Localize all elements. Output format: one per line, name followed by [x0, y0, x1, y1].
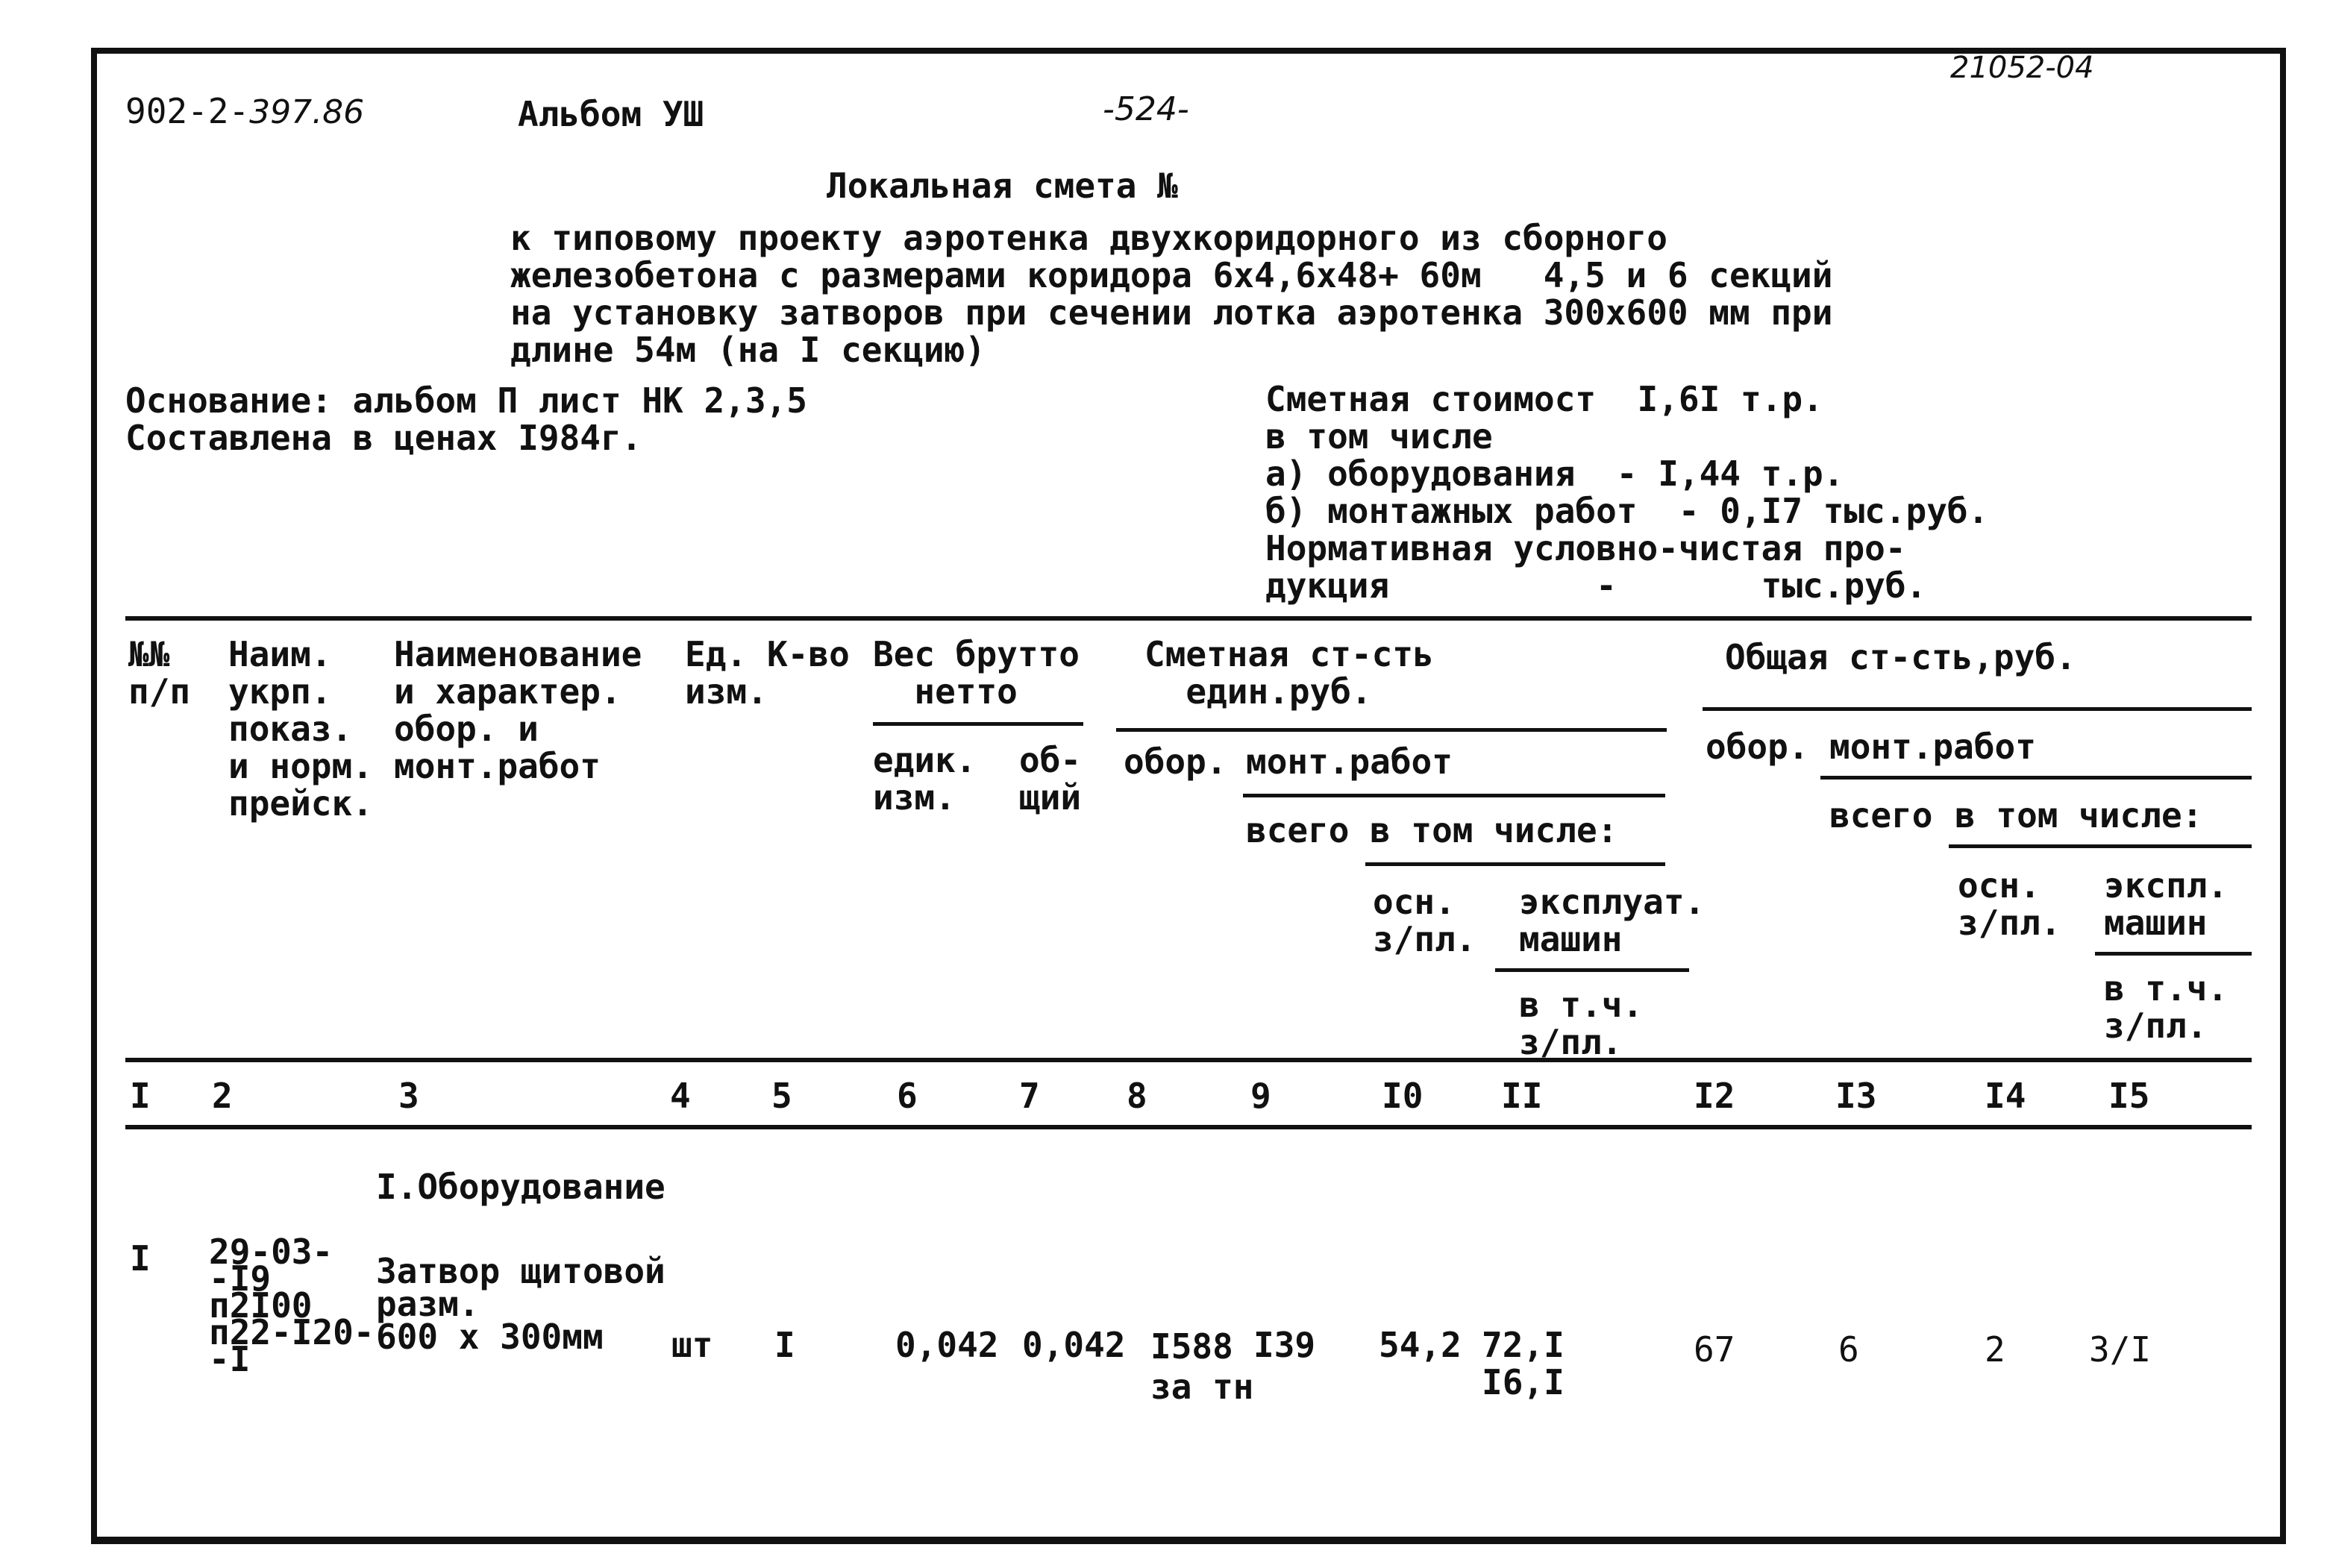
col-header-total-1: всего: [1246, 810, 1350, 850]
column-number: I3: [1835, 1076, 1877, 1116]
rule-total-cost: [1703, 707, 2252, 711]
col-header-install-2: монт.работ: [1829, 727, 2036, 767]
doc-code: [125, 92, 364, 131]
column-number: I: [130, 1076, 151, 1116]
col-header-weight: Вес брутто нетто: [873, 634, 1080, 712]
rule-unit-cost: [1116, 728, 1667, 732]
col-header-unit: Ед. изм.: [685, 634, 768, 712]
col-header-equip-1: обор.: [1124, 741, 1227, 782]
row-number: I: [130, 1238, 151, 1279]
row-cost-wage: 54,2: [1379, 1325, 1462, 1365]
table-top-rule: [125, 616, 2252, 621]
column-number: 5: [771, 1076, 792, 1116]
row-qty: I: [774, 1325, 795, 1365]
column-number: 2: [212, 1076, 233, 1116]
col-header-including-2: в том числе:: [1955, 795, 2203, 835]
col-header-weight-unit: едик. изм.: [873, 740, 977, 818]
column-number: I2: [1694, 1076, 1735, 1116]
rule-weight: [873, 722, 1083, 726]
col-header-name: Наименование и характер. обор. и монт.работ: [394, 634, 642, 786]
row-code: 29-03- -I9 п2I00 п22-I20- -I: [209, 1232, 375, 1379]
row-cost-install: I39: [1253, 1325, 1316, 1365]
column-number: 3: [398, 1076, 419, 1116]
rule-including-1: [1365, 862, 1665, 866]
document-subtitle: к типовому проекту аэротенка двухкоридорного из сборного железобетона с размерами коридора 6х4,6х48+ 60м 4,5 и 6 секций на установку затворов при сечении лотка аэротенка 300х600 мм при длине 54м (на I секцию): [510, 218, 1833, 370]
document-title: Локальная смета №: [827, 166, 1178, 206]
col-header-code: Наим. укрп. показ. и норм. прейск.: [228, 634, 373, 824]
rule-install-2: [1820, 776, 2252, 780]
rule-column-numbers: [125, 1125, 2252, 1129]
column-number: 8: [1127, 1076, 1147, 1116]
rule-install-1: [1243, 794, 1665, 797]
section-title: I.Оборудование: [376, 1167, 665, 1207]
column-number: 9: [1250, 1076, 1271, 1116]
doc-code-print: 902-2-: [125, 91, 250, 131]
column-number: 6: [897, 1076, 918, 1116]
rule-header-bottom: [125, 1058, 2252, 1062]
row-total-wage: 2: [1985, 1329, 2005, 1370]
basis-text: Основание: альбом П лист НК 2,3,5 Составлена в ценах I984г.: [125, 380, 807, 458]
col-header-machines-2: экспл. машин: [2104, 865, 2229, 943]
col-header-incl-wage-1: в т.ч. з/пл.: [1519, 985, 1644, 1062]
ref-number: 21052-04: [1950, 51, 2094, 85]
page-number: -524-: [1103, 90, 1189, 128]
row-total-install: 6: [1838, 1329, 1859, 1370]
column-number: 4: [670, 1076, 691, 1116]
col-header-total-2: всего: [1829, 795, 1933, 835]
column-number: 7: [1019, 1076, 1040, 1116]
column-number: II: [1501, 1076, 1543, 1116]
col-header-unit-cost: Сметная ст-сть един.руб.: [1144, 634, 1434, 712]
row-weight-unit: 0,042: [895, 1325, 999, 1365]
rule-including-2: [1949, 844, 2252, 848]
col-header-incl-wage-2: в т.ч. з/пл.: [2104, 968, 2229, 1046]
col-header-num: №№ п/п: [128, 634, 191, 712]
row-unit: шт: [671, 1325, 713, 1365]
row-name: Затвор щитовой разм. 600 х 300мм: [376, 1251, 665, 1357]
col-header-qty: К-во: [767, 634, 850, 674]
row-total-equip: 67: [1694, 1329, 1735, 1370]
album-label: Альбом УШ: [518, 94, 704, 134]
col-header-base-wage-1: осн. з/пл.: [1373, 882, 1476, 959]
row-cost-equip: I588 за тн: [1150, 1326, 1254, 1407]
row-cost-machines: 72,I I6,I: [1482, 1325, 1565, 1402]
col-header-weight-total: об- щий: [1019, 740, 1082, 818]
col-header-equip-2: обор.: [1706, 727, 1809, 767]
col-header-base-wage-2: осн. з/пл.: [1958, 865, 2061, 943]
row-weight-total: 0,042: [1022, 1325, 1126, 1365]
column-number: I5: [2108, 1076, 2150, 1116]
column-number: I0: [1382, 1076, 1424, 1116]
col-header-total-cost: Общая ст-сть,руб.: [1725, 637, 2076, 677]
col-header-including-1: в том числе:: [1370, 810, 1618, 850]
doc-code-handwritten: 397.86: [249, 93, 365, 131]
column-number: I4: [1985, 1076, 2026, 1116]
col-header-machines-1: эксплуат. машин: [1519, 882, 1706, 959]
cost-summary: Сметная стоимост I,6I т.р. в том числе а) оборудования - I,44 т.р. б) монтажных работ - 0,I7 тыс.руб. Нормативная условно-чистая про- дукция - тыс.руб.: [1265, 379, 1989, 606]
rule-machines-2: [2095, 952, 2252, 956]
col-header-install-1: монт.работ: [1246, 741, 1453, 782]
row-total-machines: 3/I: [2089, 1329, 2152, 1370]
rule-machines-1: [1495, 968, 1689, 972]
